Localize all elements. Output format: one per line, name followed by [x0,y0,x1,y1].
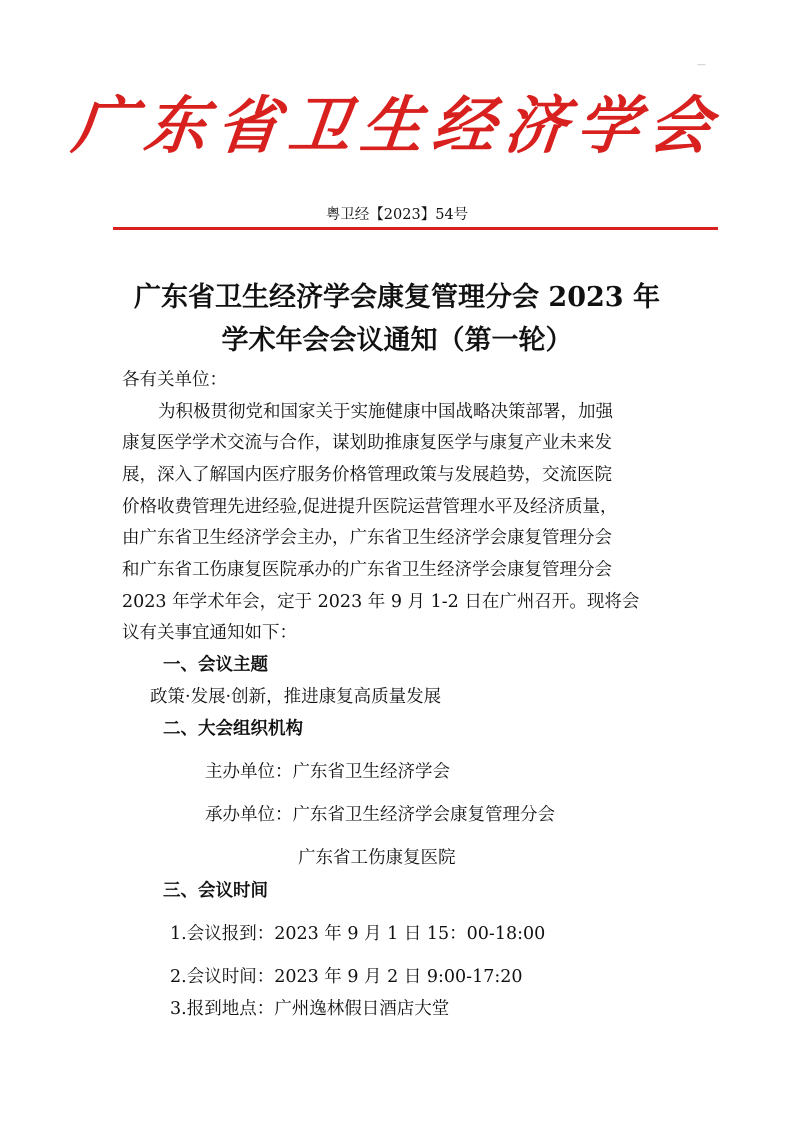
organizer-unit-2: 广东省工伤康复医院 [298,848,456,868]
intro-line: 2023 年学术年会，定于 2023 年 9 月 1-2 日在广州召开。现将会 [122,592,640,612]
intro-line: 康复医学学术交流与合作，谋划助推康复医学与康复产业未来发 [122,433,612,453]
salutation: 各有关单位： [122,370,227,390]
host-unit: 主办单位：广东省卫生经济学会 [205,762,450,782]
section-heading-organization: 二、大会组织机构 [163,719,303,739]
intro-line: 议有关事宜通知如下： [122,623,297,643]
intro-line: 由广东省卫生经济学会主办，广东省卫生经济学会康复管理分会 [122,528,612,548]
schedule-item: 3.报到地点：广州逸林假日酒店大堂 [170,999,450,1019]
schedule-item: 1.会议报到：2023 年 9 月 1 日 15：00-18:00 [170,924,546,944]
intro-line: 为积极贯彻党和国家关于实施健康中国战略决策部署，加强 [158,402,613,422]
intro-line: 展，深入了解国内医疗服务价格管理政策与发展趋势，交流医院 [122,465,612,485]
letterhead-org-name: 广东省卫生经济学会 [69,89,725,162]
intro-line: 和广东省工伤康复医院承办的广东省卫生经济学会康复管理分会 [122,560,612,580]
document-title-line-2: 学术年会会议通知（第一轮） [221,325,573,356]
corner-mark: — [697,60,706,70]
section-heading-theme: 一、会议主题 [163,655,268,675]
document-title-line-1: 广东省卫生经济学会康复管理分会 2023 年 [134,282,660,313]
schedule-item: 2.会议时间：2023 年 9 月 2 日 9:00-17:20 [170,967,523,987]
letterhead-masthead [0,78,794,174]
meeting-theme: 政策·发展·创新，推进康复高质量发展 [150,687,442,707]
section-heading-time: 三、会议时间 [163,881,268,901]
organizer-unit: 承办单位：广东省卫生经济学会康复管理分会 [205,805,555,825]
intro-line: 价格收费管理先进经验,促进提升医院运营管理水平及经济质量， [122,497,618,517]
document-number: 粤卫经【2023】54号 [325,207,469,223]
red-divider-line [113,227,718,230]
